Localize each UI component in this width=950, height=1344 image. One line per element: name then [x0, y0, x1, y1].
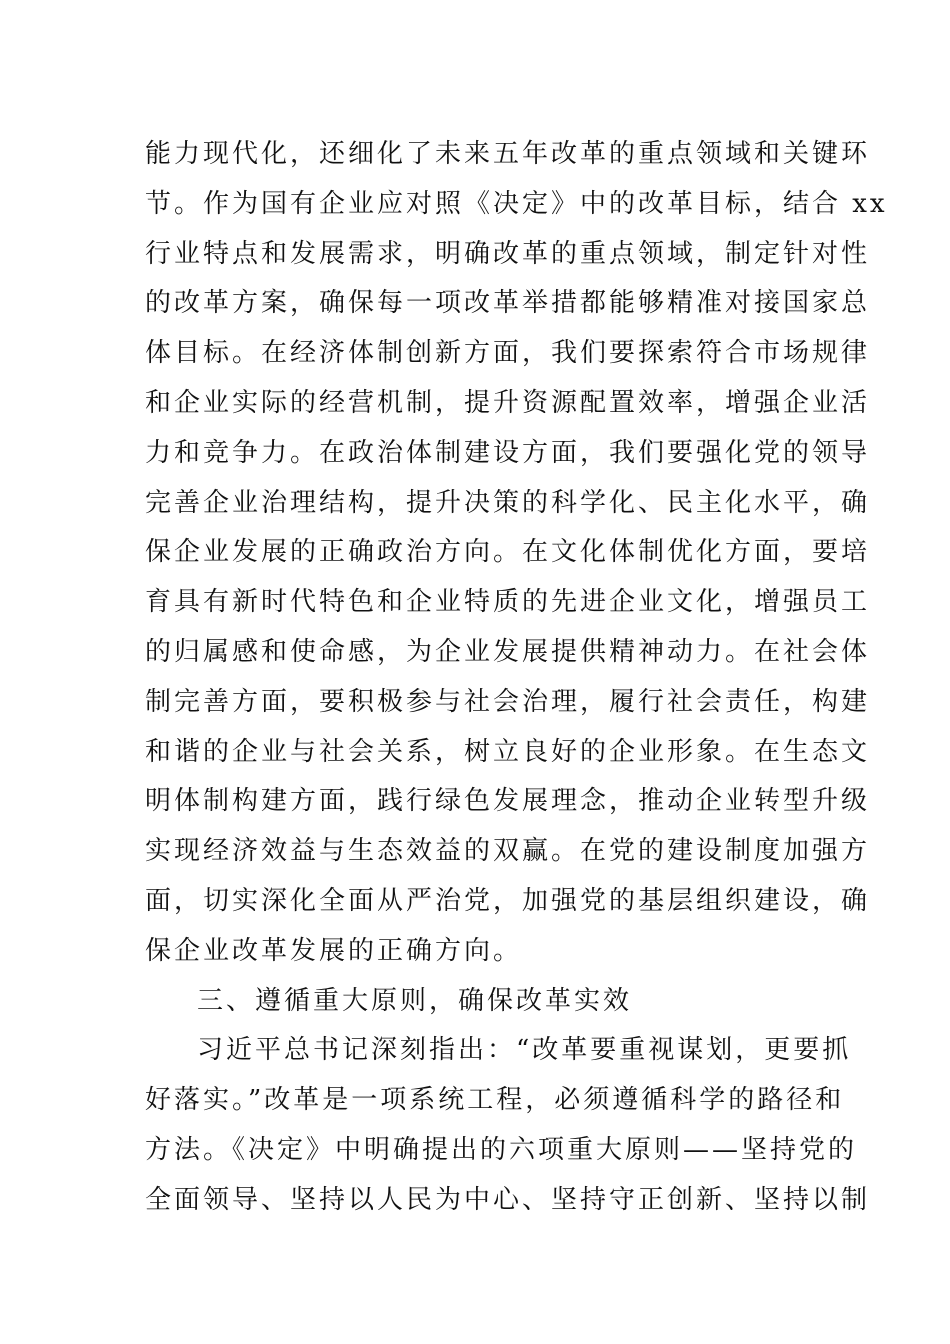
paragraph-last-line: 保企业改革发展的正确方向。: [145, 935, 523, 966]
paragraph-line: 完善企业治理结构，提升决策的科学化、民主化水平，确: [145, 487, 871, 518]
paragraph-line: 好落实。”改革是一项系统工程，必须遵循科学的路径和: [145, 1085, 845, 1116]
paragraph-line: 行业特点和发展需求，明确改革的重点领域，制定针对性: [145, 238, 871, 269]
paragraph-line: 方法。《决定》中明确提出的六项重大原则——坚持党的: [145, 1134, 858, 1165]
paragraph-line: 实现经济效益与生态效益的双赢。在党的建设制度加强方: [145, 836, 871, 867]
paragraph-line: 育具有新时代特色和企业特质的先进企业文化，增强员工: [145, 587, 871, 618]
paragraph-line: 和企业实际的经营机制，提升资源配置效率，增强企业活: [145, 387, 871, 418]
body-text: [145, 130, 888, 1226]
paragraph-first-line: 习近平总书记深刻指出：“改革要重视谋划，更要抓: [197, 1035, 852, 1066]
paragraph-line: 和谐的企业与社会关系，树立良好的企业形象。在生态文: [145, 736, 871, 767]
paragraph-line: 面，切实深化全面从严治党，加强党的基层组织建设，确: [145, 885, 871, 916]
section-heading: 三、遵循重大原则，确保改革实效: [197, 985, 633, 1016]
paragraph-line: 全面领导、坚持以人民为中心、坚持守正创新、坚持以制: [145, 1184, 871, 1215]
paragraph-line: 的归属感和使命感，为企业发展提供精神动力。在社会体: [145, 636, 871, 667]
paragraph-line: 能力现代化，还细化了未来五年改革的重点领域和关键环: [145, 139, 871, 169]
paragraph-line: 体目标。在经济体制创新方面，我们要探索符合市场规律: [145, 338, 871, 369]
paragraph-line: 力和竞争力。在政治体制建设方面，我们要强化党的领导: [145, 437, 871, 468]
paragraph-line: 的改革方案，确保每一项改革举措都能够精准对接国家总: [145, 288, 871, 319]
paragraph-line: 明体制构建方面，践行绿色发展理念，推动企业转型升级: [145, 786, 871, 817]
paragraph-line: 节。作为国有企业应对照《决定》中的改革目标，结合 xx: [145, 188, 888, 219]
paragraph-line: 制完善方面，要积极参与社会治理，履行社会责任，构建: [145, 686, 871, 717]
paragraph-line: 保企业发展的正确政治方向。在文化体制优化方面，要培: [145, 537, 871, 568]
